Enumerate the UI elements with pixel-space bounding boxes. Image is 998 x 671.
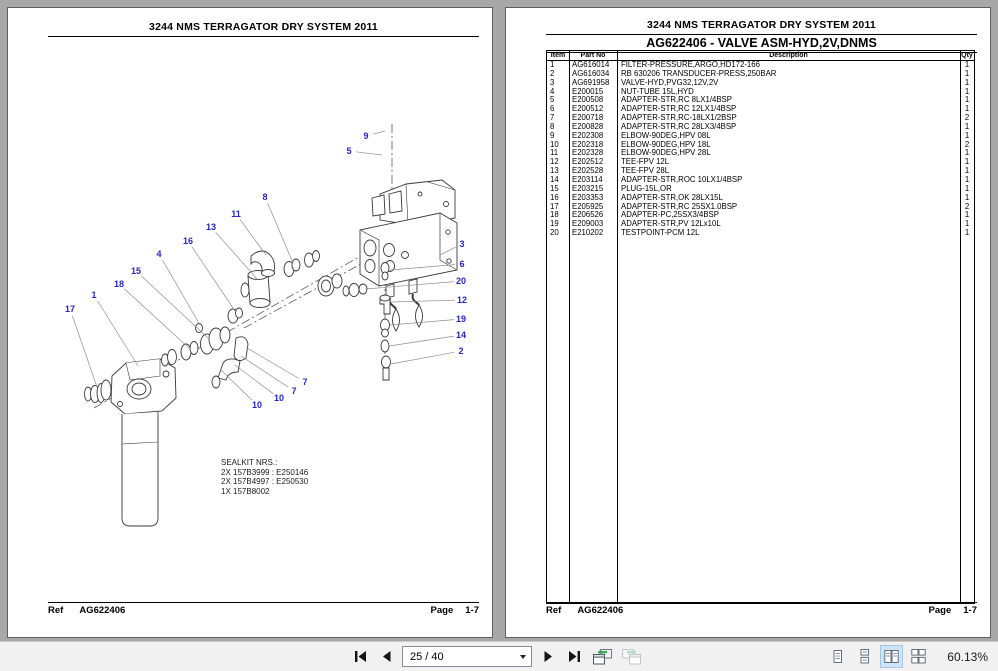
table-cell: 1 <box>964 229 970 238</box>
table-row <box>547 70 974 79</box>
leader-line <box>389 336 454 346</box>
table-cell: ADAPTER-STR,RC 28LX3/4BSP <box>621 122 737 131</box>
table-cell: 1 <box>964 175 970 184</box>
table-row <box>547 114 974 123</box>
parts-table-body <box>547 61 974 238</box>
table-row <box>547 211 974 220</box>
table-row <box>547 149 974 158</box>
leader-line <box>373 131 385 134</box>
column-header-partno: Part No <box>580 52 606 59</box>
diagram-callout: 19 <box>455 314 467 324</box>
table-cell: E200512 <box>572 105 604 114</box>
table-cell: E200828 <box>572 122 604 131</box>
diagram-callout: 14 <box>455 330 467 340</box>
table-cell: 2 <box>964 140 970 149</box>
table-row <box>547 194 974 203</box>
diagram-callout: 16 <box>182 236 194 246</box>
table-cell: AG691958 <box>572 78 610 87</box>
assembly-subtitle: AG622406 - VALVE ASM-HYD,2V,DNMS <box>546 36 977 53</box>
table-cell: 13 <box>550 167 559 176</box>
sealkit-note <box>221 458 308 496</box>
diagram-callout: 13 <box>205 222 217 232</box>
table-cell: 7 <box>550 114 555 123</box>
previous-view-icon <box>591 648 613 666</box>
parts-table-header <box>547 51 974 61</box>
diagram-callout: 15 <box>130 266 142 276</box>
footer-ref: Ref AG622406 <box>48 605 126 616</box>
column-header-qty: Qty <box>961 52 973 59</box>
diagram-callout: 12 <box>456 295 468 305</box>
facing-pages-layout-button[interactable] <box>881 646 902 667</box>
chevron-down-icon <box>520 655 526 659</box>
table-row <box>547 61 974 70</box>
continuous-layout-button[interactable] <box>854 646 875 667</box>
sealkit-line: 2X 157B4997 : E250530 <box>221 477 309 486</box>
diagram-callout: 10 <box>251 400 263 410</box>
column-divider <box>960 51 961 603</box>
table-cell: E205925 <box>572 202 604 211</box>
table-cell: 1 <box>964 105 970 114</box>
table-cell: NUT-TUBE 15L,HYD <box>621 87 694 96</box>
table-cell: 16 <box>550 193 559 202</box>
table-row <box>547 105 974 114</box>
diagram-callout: 17 <box>64 304 76 314</box>
table-cell: ELBOW-90DEG,HPV 28L <box>621 149 711 158</box>
table-cell: 1 <box>964 158 970 167</box>
leader-line <box>247 348 299 379</box>
exploded-diagram <box>8 8 492 637</box>
column-header-item: Item <box>550 52 566 59</box>
table-cell: 14 <box>550 175 559 184</box>
leader-line <box>163 260 201 325</box>
first-page-button[interactable] <box>350 646 370 668</box>
previous-view-button[interactable] <box>590 646 614 668</box>
table-cell: RB 630206 TRANSDUCER-PRESS,250BAR <box>621 69 777 78</box>
table-cell: 1 <box>964 69 970 78</box>
first-page-icon <box>354 651 367 662</box>
table-row <box>547 132 974 141</box>
table-cell: 1 <box>550 61 555 69</box>
continuous-layout-icon <box>857 649 872 664</box>
diagram-callout: 3 <box>459 239 465 249</box>
table-cell: 6 <box>550 105 555 114</box>
table-row <box>547 229 974 238</box>
facing-pages-layout-icon <box>884 649 899 664</box>
table-cell: 8 <box>550 122 555 131</box>
footer-page: Page 1-7 <box>928 605 977 616</box>
table-cell: E202308 <box>572 131 604 140</box>
sealkit-heading: SEALKIT NRS.: <box>221 458 278 467</box>
diagram-callout: 6 <box>459 259 465 269</box>
table-cell: 2 <box>550 69 555 78</box>
leader-line <box>268 203 293 263</box>
table-cell: E200718 <box>572 114 604 123</box>
table-cell: ADAPTER-STR,RC 8LX1/4BSP <box>621 96 732 105</box>
table-cell: 2 <box>964 202 970 211</box>
table-cell: E206526 <box>572 211 604 220</box>
table-cell: 3 <box>550 78 555 87</box>
single-page-layout-icon <box>830 649 845 664</box>
page-footer <box>546 602 977 620</box>
table-cell: E202512 <box>572 158 604 167</box>
facing-continuous-layout-button[interactable] <box>908 646 929 667</box>
table-cell: 2 <box>964 114 970 123</box>
table-row <box>547 167 974 176</box>
table-cell: E202528 <box>572 167 604 176</box>
table-cell: E203353 <box>572 193 604 202</box>
leader-line <box>141 276 208 338</box>
column-divider <box>617 51 618 603</box>
next-page-button[interactable] <box>538 646 558 668</box>
next-page-icon <box>544 651 553 662</box>
diagram-callout: 4 <box>156 249 162 259</box>
last-page-button[interactable] <box>564 646 584 668</box>
table-row <box>547 88 974 97</box>
table-cell: E210202 <box>572 229 604 238</box>
table-cell: VALVE-HYD,PVG32,12V,2V <box>621 78 719 87</box>
leader-line <box>391 300 455 302</box>
diagram-callout: 1 <box>91 290 97 300</box>
table-cell: E200508 <box>572 96 604 105</box>
diagram-callout: 20 <box>455 276 467 286</box>
table-cell: 12 <box>550 158 559 167</box>
leader-line <box>98 301 138 366</box>
table-cell: E200015 <box>572 87 604 96</box>
table-cell: 18 <box>550 211 559 220</box>
table-cell: E203215 <box>572 184 604 193</box>
table-row <box>547 220 974 229</box>
leader-line <box>72 316 97 387</box>
table-cell: 1 <box>964 193 970 202</box>
leader-line <box>240 220 266 255</box>
table-cell: ADAPTER-STR,PV 12Lx10L <box>621 220 721 229</box>
table-cell: TEE-FPV 12L <box>621 158 670 167</box>
table-cell: E203114 <box>572 175 603 184</box>
table-cell: 1 <box>964 122 970 131</box>
table-cell: ADAPTER-STR,OK 28LX15L <box>621 193 723 202</box>
diagram-callout: 18 <box>113 279 125 289</box>
table-cell: E209003 <box>572 220 604 229</box>
table-cell: 1 <box>964 78 970 87</box>
leader-line <box>391 352 454 364</box>
leader-line <box>356 152 382 155</box>
diagram-callout: 2 <box>458 346 464 356</box>
table-row <box>547 79 974 88</box>
table-cell: 1 <box>964 87 970 96</box>
facing-continuous-layout-icon <box>911 649 926 664</box>
table-cell: 1 <box>964 96 970 105</box>
previous-page-icon <box>382 651 391 662</box>
sealkit-line: 1X 157B8002 <box>221 486 270 496</box>
table-cell: AG616014 <box>572 61 610 69</box>
diagram-callout: 11 <box>231 209 241 219</box>
table-row <box>547 123 974 132</box>
page-indicator: 25 / 40 <box>410 650 444 663</box>
previous-page-button[interactable] <box>376 646 396 668</box>
right-page[interactable] <box>505 7 991 638</box>
table-cell: 1 <box>964 61 970 69</box>
table-cell: E202328 <box>572 149 604 158</box>
table-cell: ADAPTER-STR,ROC 10LX1/4BSP <box>621 175 743 184</box>
table-cell: PLUG-15L,OR <box>621 184 672 193</box>
table-row <box>547 158 974 167</box>
diagram-callout: 10 <box>273 393 285 403</box>
table-cell: ELBOW-90DEG,HPV 18L <box>621 140 711 149</box>
left-page[interactable] <box>7 7 493 638</box>
table-cell: ADAPTER-STR,RC 12LX1/4BSP <box>621 105 737 114</box>
table-cell: 1 <box>964 220 970 229</box>
table-cell: 15 <box>550 184 559 193</box>
table-cell: 10 <box>550 140 559 149</box>
parts-table <box>546 50 975 604</box>
viewer-toolbar <box>0 641 998 671</box>
diagram-callout: 9 <box>363 131 369 141</box>
table-row <box>547 96 974 105</box>
table-row <box>547 203 974 212</box>
table-row <box>547 185 974 194</box>
table-cell: 19 <box>550 220 559 229</box>
single-page-layout-button[interactable] <box>827 646 848 667</box>
table-cell: 20 <box>550 229 559 238</box>
table-cell: 17 <box>550 202 559 211</box>
table-cell: E202318 <box>572 140 604 149</box>
page-title: 3244 NMS TERRAGATOR DRY SYSTEM 2011 <box>48 21 479 37</box>
table-cell: 9 <box>550 131 555 140</box>
table-cell: 1 <box>964 167 970 176</box>
leader-line <box>124 289 189 348</box>
zoom-level: 60.13% <box>947 649 988 664</box>
page-footer <box>48 602 479 620</box>
next-view-button[interactable] <box>620 646 644 668</box>
diagram-callout: 7 <box>302 377 308 387</box>
footer-ref: Ref AG622406 <box>546 605 624 616</box>
diagram-callout: 8 <box>262 192 268 202</box>
table-row <box>547 141 974 150</box>
last-page-icon <box>568 651 581 662</box>
page-title: 3244 NMS TERRAGATOR DRY SYSTEM 2011 <box>546 19 977 35</box>
table-cell: ADAPTER-STR,RC 25SX1.0BSP <box>621 202 738 211</box>
footer-page: Page 1-7 <box>430 605 479 616</box>
table-cell: AG616034 <box>572 69 610 78</box>
table-cell: 5 <box>550 96 555 105</box>
table-cell: 11 <box>550 149 559 158</box>
table-cell: 1 <box>964 131 970 140</box>
leader-line <box>192 247 235 311</box>
column-header-description: Description <box>769 52 808 59</box>
column-divider <box>569 51 570 603</box>
table-cell: ADAPTER-PC,25SX3/4BSP <box>621 211 719 220</box>
table-cell: ELBOW-90DEG,HPV 08L <box>621 131 711 140</box>
table-cell: TESTPOINT-PCM 12L <box>621 229 700 238</box>
table-row <box>547 176 974 185</box>
table-cell: TEE-FPV 28L <box>621 167 670 176</box>
table-cell: FILTER-PRESSURE,ARGO,HD172-166 <box>621 61 760 69</box>
table-cell: 4 <box>550 87 555 96</box>
table-cell: ADAPTER-STR,RC-18LX1/2BSP <box>621 114 737 123</box>
diagram-callout: 5 <box>346 146 352 156</box>
next-view-icon <box>621 648 643 666</box>
sealkit-line: 2X 157B3999 : E250146 <box>221 467 309 477</box>
table-cell: 1 <box>964 211 970 220</box>
diagram-callout: 7 <box>291 386 297 396</box>
table-cell: 1 <box>964 184 970 193</box>
leader-line <box>241 356 288 387</box>
table-cell: 1 <box>964 149 970 158</box>
page-number-combobox[interactable] <box>402 646 532 667</box>
